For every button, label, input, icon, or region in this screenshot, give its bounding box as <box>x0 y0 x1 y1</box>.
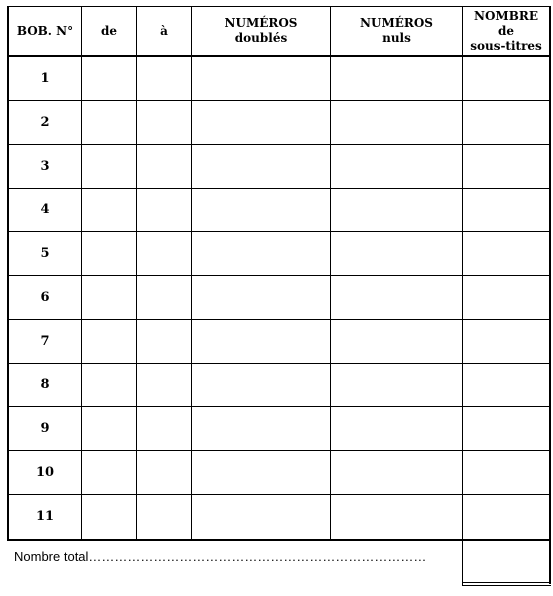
row-divider <box>7 275 550 276</box>
table-right-border <box>549 6 551 584</box>
row-divider <box>7 363 550 364</box>
row-divider <box>7 494 550 495</box>
column-divider <box>191 6 192 540</box>
header-bobbin-number: BOB. N° <box>16 23 74 38</box>
total-label: Nombre total…………………………………………………………………… <box>14 549 427 564</box>
total-box-underline <box>462 582 551 583</box>
row-divider <box>7 319 550 320</box>
row-divider <box>7 406 550 407</box>
row-number: 8 <box>40 376 50 392</box>
column-divider <box>81 6 82 540</box>
header-subtitle-count: NOMBRE de sous-titres <box>470 8 542 53</box>
row-divider <box>7 231 550 232</box>
total-box-border <box>462 540 463 585</box>
header-duplicate-numbers: NUMÉROS doublés <box>224 16 298 45</box>
row-divider <box>7 450 550 451</box>
header-from: de <box>100 23 118 38</box>
table-bottom-border <box>7 539 550 541</box>
total-box-underline <box>462 585 551 586</box>
row-number: 2 <box>40 114 50 130</box>
row-number: 10 <box>35 464 55 480</box>
row-number: 5 <box>40 245 50 261</box>
column-divider <box>462 6 463 540</box>
row-number: 4 <box>40 201 50 217</box>
row-divider <box>7 188 550 189</box>
row-number: 6 <box>40 289 50 305</box>
row-divider <box>7 144 550 145</box>
row-number: 1 <box>40 70 50 86</box>
row-number: 9 <box>40 420 50 436</box>
row-divider <box>7 100 550 101</box>
column-divider <box>136 6 137 540</box>
row-number: 3 <box>40 158 50 174</box>
header-void-numbers: NUMÉROS nuls <box>360 16 433 45</box>
header-to: à <box>160 23 168 38</box>
row-number: 11 <box>35 508 55 524</box>
column-divider <box>330 6 331 540</box>
row-number: 7 <box>40 333 50 349</box>
header-divider <box>7 55 550 57</box>
